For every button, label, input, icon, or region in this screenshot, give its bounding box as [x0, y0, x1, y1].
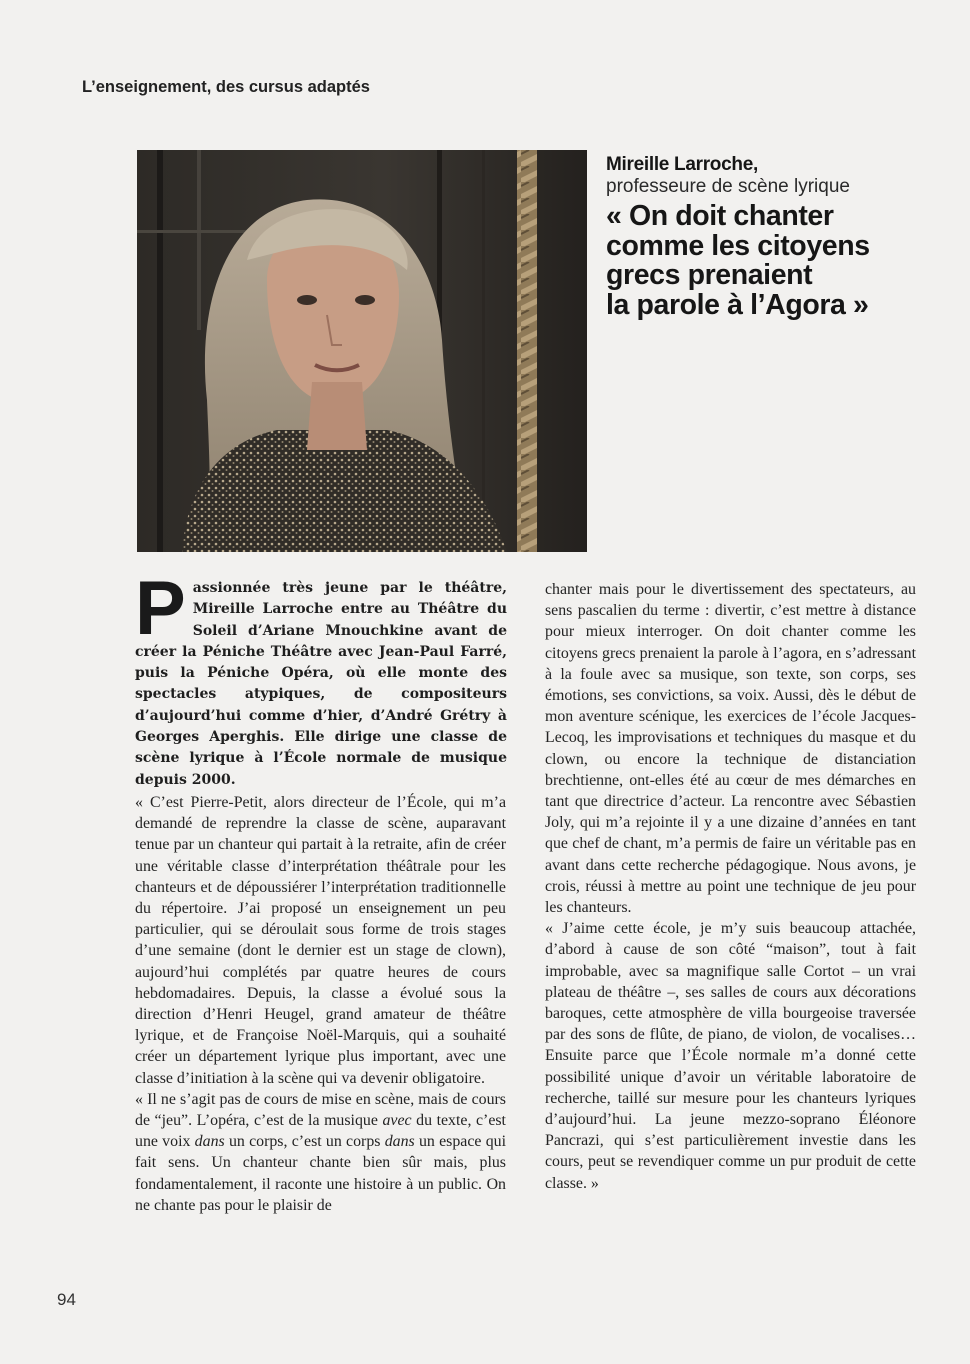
headline-block — [606, 154, 946, 320]
body-column-left — [135, 792, 506, 1216]
dropcap-letter: P — [135, 566, 186, 651]
body-paragraph: chanter mais pour le divertissement des spectateurs, au sens pascalien du terme : divertir, c’est mettre à distance pour mieux interroger. On doit chanter comme les citoyens grecs prenaient la parole à l’agora, en s’adressant à la foule avec sa musique, son texte, son corps, ses émotions, ses convictions, sa voix. Aussi, dès le début de mon aventure scénique, les exercices de l’école Jacques-Lecoq, les improvisations et techniques du masque et du clown, ou encore la technique de distanciation brechtienne, ont-elles été au cœur de mes démarches en tant que directrice d’acteur. La rencontre avec Sébastien Joly, qui m’a rejointe il y a une dizaine d’années en tant que chef de chant, m’a permis de faire un véritable pas en avant dans cette recherche pédagogique. Nous avons, je crois, réussi à mettre au point une technique de jeu pour les chanteurs. — [545, 581, 916, 917]
body-column-right — [545, 579, 916, 1194]
quote-line: « On doit chanter — [606, 200, 834, 232]
body-paragraph: « J’aime cette école, je m’y suis beaucoup attachée, d’abord à cause de son côté “maison”, tout à fait improbable, avec sa magnifique salle Cortot – un vrai plateau de théâtre –, ses salles de cours aux décorations baroques, cette atmosphère de villa bourgeoise traversée par des sons de flûte, de piano, de violon, de vocalises… Ensuite parce que l’École normale m’a donné cette possibilité unique d’avoir un véritable laboratoire de recherche, taillé sur mesure pour les chanteurs lyriques d’aujourd’hui. La jeune mezzo-soprano Éléonore Pancrazi, qui s’est particulièrement investie dans les cours, peut se revendiquer comme un pur produit de cette classe. » — [545, 920, 916, 1192]
page-number: 94 — [57, 1290, 76, 1309]
interviewee-role: professeure de scène lyrique — [606, 176, 850, 197]
quote-line: grecs prenaient — [606, 259, 813, 291]
intro-paragraph — [135, 566, 507, 791]
body-paragraph: « C’est Pierre-Petit, alors directeur de l’École, qui m’a demandé de reprendre la classe de scène, auparavant tenue par un chanteur qui partait à la retraite, afin de créer une véritable classe d’interprétation théâtrale pour les chanteurs et de dépoussiérer l’interprétation traditionnelle du répertoire. J’ai proposé un enseignement un peu particulier, qui se déroulait sous forme de trois stages d’une semaine (dont le dernier est un stage de clown), aujourd’hui complétés par quatre heures de cours hebdomadaires. Depuis, la classe a évolué sous la direction d’Henri Heugel, grand amateur de théâtre lyrique, et de Françoise Noël-Marquis, qui a souhaité créer un département lyrique plus important, avec une classe d’initiation à la scène qui va devenir obligatoire. — [135, 794, 506, 1087]
portrait-photo — [137, 150, 587, 552]
interviewee-name: Mireille Larroche, — [606, 154, 758, 175]
headline-quote — [606, 202, 946, 320]
intro-text: assionnée très jeune par le théâtre, Mireille Larroche entre au Théâtre du Soleil d’Ariane Mnouchkine avant de créer la Péniche Théâtre avec Jean-Paul Farré, puis la Péniche Opéra, où elle monte des spectacles atypiques, de compositeurs d’aujourd’hui comme d’hier, d’André Grétry à Georges Aperghis. Elle dirige une classe de scène lyrique à l’École normale de musique depuis 2000. — [135, 580, 507, 788]
quote-line: la parole à l’Agora » — [606, 288, 869, 321]
body-paragraph: « Il ne s’agit pas de cours de mise en scène, mais de cours de “jeu”. L’opéra, c’est de la musique avec du texte, c’est une voix dans un corps, c’est un corps dans un espace qui fait sens. Un chanteur chante bien sûr mais, plus fondamentalement, il raconte une histoire à un public. On ne chante pas pour le plaisir de — [135, 1090, 506, 1214]
portrait-illustration — [137, 150, 587, 552]
section-heading: L’enseignement, des cursus adaptés — [82, 78, 370, 96]
quote-line: comme les citoyens — [606, 229, 870, 262]
